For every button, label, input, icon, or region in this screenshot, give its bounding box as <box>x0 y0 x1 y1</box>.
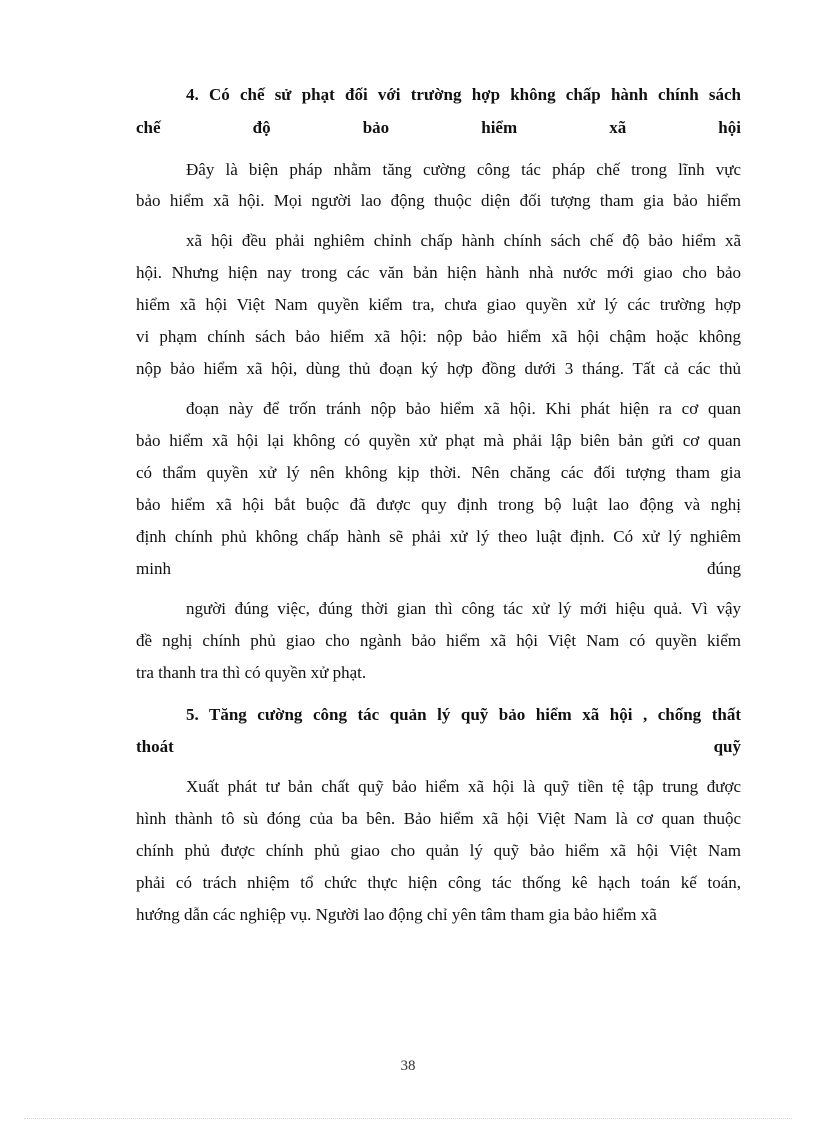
section-5-heading-line-1: 5. Tăng cường công tác quản lý quỹ bảo hiểm xã hội , chống thất <box>186 705 741 724</box>
bottom-divider <box>24 1118 792 1119</box>
paragraph-line: người đúng việc, đúng thời gian thì công tác xử lý mới hiệu quả. Vì vậy <box>186 599 741 618</box>
paragraph-line: hướng dẫn các nghiệp vụ. Người lao động chỉ yên tâm tham gia bảo hiểm xã <box>136 905 657 924</box>
paragraph-line: đoạn này để trốn tránh nộp bảo hiểm xã hội. Khi phát hiện ra cơ quan <box>186 399 741 418</box>
paragraph-line: nộp bảo hiểm xã hội, dùng thủ đoạn ký hợp đồng dưới 3 tháng. Tất cả các thủ <box>136 359 741 378</box>
paragraph-line: bảo hiểm xã hội. Mọi người lao động thuộc diện đối tượng tham gia bảo hiểm <box>136 191 741 210</box>
paragraph-line: bảo hiểm xã hội lại không có quyền xử phạt mà phải lập biên bản gửi cơ quan <box>136 431 741 450</box>
paragraph-line: Xuất phát tư bản chất quỹ bảo hiểm xã hội là quỹ tiền tệ tập trung được <box>186 777 741 796</box>
paragraph-line: Đây là biện pháp nhằm tăng cường công tác pháp chế trong lĩnh vực <box>186 160 741 179</box>
page-number: 38 <box>400 1058 416 1074</box>
paragraph-line: vi phạm chính sách bảo hiểm xã hội: nộp bảo hiểm xã hội chậm hoặc không <box>136 327 741 346</box>
paragraph-line: định chính phủ không chấp hành sẽ phải xử lý theo luật định. Có xử lý nghiêm <box>136 527 741 546</box>
paragraph-line: xã hội đều phải nghiêm chỉnh chấp hành chính sách chế độ bảo hiểm xã <box>186 231 741 250</box>
paragraph-line: hình thành tô sù đóng của ba bên. Bảo hiểm xã hội Việt Nam là cơ quan thuộc <box>136 809 741 828</box>
paragraph-line: bảo hiểm xã hội bắt buộc đã được quy định trong bộ luật lao động và nghị <box>136 495 741 514</box>
section-5-heading-line-2: thoát quỹ <box>136 737 741 756</box>
paragraph-line: hiểm xã hội Việt Nam quyền kiểm tra, chưa giao quyền xử lý các trường hợp <box>136 295 741 314</box>
paragraph-line: chính phủ được chính phủ giao cho quản lý quỹ bảo hiểm xã hội Việt Nam <box>136 841 741 860</box>
paragraph-line: minh đúng <box>136 559 741 578</box>
section-4-heading-line-2: chế độ bảo hiểm xã hội <box>136 118 741 137</box>
paragraph-line: hội. Nhưng hiện nay trong các văn bản hiện hành nhà nước mới giao cho bảo <box>136 263 741 282</box>
paragraph-line: có thẩm quyền xử lý nên không kịp thời. Nên chăng các đối tượng tham gia <box>136 463 741 482</box>
section-4-heading-line-1: 4. Có chế sử phạt đối với trường hợp không chấp hành chính sách <box>186 85 741 104</box>
paragraph-line: phải có trách nhiệm tổ chức thực hiện công tác thống kê hạch toán kế toán, <box>136 873 741 892</box>
paragraph-line: đề nghị chính phủ giao cho ngành bảo hiểm xã hội Việt Nam có quyền kiểm <box>136 631 741 650</box>
paragraph-line: tra thanh tra thì có quyền xử phạt. <box>136 663 367 682</box>
